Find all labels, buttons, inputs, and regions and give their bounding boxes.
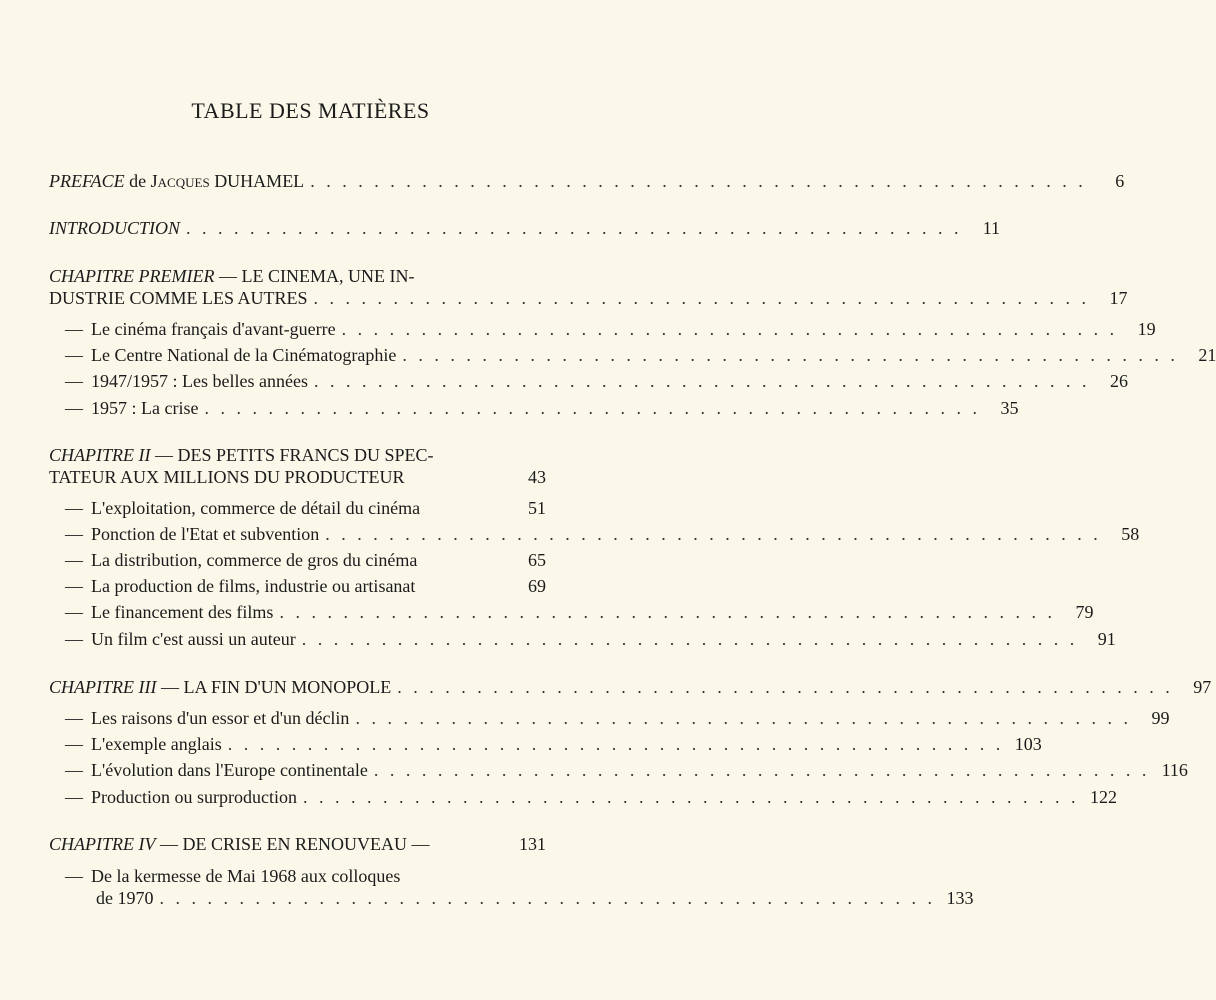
- dot-leader: . . . . . . . . . . . . . . . . . . . . . . . . . . . . . . . . . . . . . . . . . . . . . . . . .: [204, 398, 981, 418]
- page-number: 51: [528, 498, 546, 518]
- page-number: 97: [1193, 677, 1212, 697]
- chapter-label: CHAPITRE III: [49, 677, 157, 697]
- section-title: 1947/1957 : Les belles années: [91, 371, 308, 391]
- preface-label: PREFACE: [49, 171, 125, 191]
- section-title: L'évolution dans l'Europe continentale: [91, 760, 368, 780]
- dot-leader: . . . . . . . . . . . . . . . . . . . . . . . . . . . . . . . . . . . . . . . . . . . . . . . . .: [355, 708, 1132, 728]
- dot-leader: . . . . . . . . . . . . . . . . . . . . . . . . . . . . . . . . . . . . . . . . . . . . . . . . .: [313, 371, 1090, 391]
- dot-leader: . . . . . . . . . . . . . . . . . . . . . . . . . . . . . . . . . . . . . . . . . . . . . . . . .: [341, 319, 1118, 339]
- page-number: 6: [1115, 171, 1125, 191]
- chapter-1-heading-line1[interactable]: [49, 265, 546, 287]
- dash: —: [65, 498, 83, 518]
- toc-section[interactable]: [65, 628, 1116, 650]
- page-number: 17: [1109, 288, 1128, 308]
- toc-section[interactable]: [65, 549, 546, 571]
- dash: —: [65, 760, 83, 780]
- toc-section-line2[interactable]: [96, 887, 974, 909]
- page-number: 103: [1014, 734, 1042, 754]
- page-number: 69: [528, 576, 546, 596]
- chapter-label: CHAPITRE II: [49, 445, 151, 465]
- page-number: 99: [1151, 708, 1170, 728]
- page-number: 19: [1137, 319, 1156, 339]
- toc-section[interactable]: [65, 397, 1019, 419]
- chapter-label: CHAPITRE PREMIER: [49, 266, 215, 286]
- dash: —: [65, 787, 83, 807]
- dot-leader: . . . . . . . . . . . . . . . . . . . . . . . . . . . . . . . . . . . . . . . . . . . . . . . . .: [227, 734, 1004, 754]
- section-title: L'exploitation, commerce de détail du cinéma: [91, 498, 421, 518]
- toc-section[interactable]: [65, 575, 546, 597]
- page-number: 133: [946, 888, 974, 908]
- chapter-title: — LA FIN D'UN MONOPOLE: [160, 677, 392, 697]
- dash: —: [65, 550, 83, 570]
- chapter-title: DUSTRIE COMME LES AUTRES: [49, 288, 308, 308]
- page-number: 58: [1121, 524, 1140, 544]
- dash: —: [65, 319, 83, 339]
- section-title: De la kermesse de Mai 1968 aux colloques: [91, 866, 401, 886]
- chapter-title: — LE CINEMA, UNE IN-: [218, 266, 415, 286]
- section-title: La distribution, commerce de gros du cinéma: [91, 550, 418, 570]
- dash: —: [65, 398, 83, 418]
- preface-author-last: DUHAMEL: [214, 171, 305, 191]
- dot-leader: . . . . . . . . . . . . . . . . . . . . . . . . . . . . . . . . . . . . . . . . . . . . . . . . .: [325, 524, 1102, 544]
- toc-section[interactable]: [65, 601, 1094, 623]
- dot-leader: . . . . . . . . . . . . . . . . . . . . . . . . . . . . . . . . . . . . . . . . . . . . . . . . .: [159, 888, 936, 908]
- page-number: 11: [982, 218, 1001, 238]
- page-number: 79: [1075, 602, 1094, 622]
- dash: —: [65, 866, 83, 886]
- dash: —: [65, 576, 83, 596]
- page-number: 43: [528, 467, 546, 487]
- dash: —: [65, 708, 83, 728]
- toc-section[interactable]: [65, 497, 546, 519]
- page-title: TABLE DES MATIÈRES: [191, 98, 430, 123]
- dash: —: [65, 371, 83, 391]
- toc-section[interactable]: [65, 370, 1128, 392]
- toc-section[interactable]: [65, 344, 1216, 366]
- section-title: Ponction de l'Etat et subvention: [91, 524, 320, 544]
- toc-entry-introduction[interactable]: [49, 217, 1001, 239]
- dash: —: [65, 734, 83, 754]
- section-title: Les raisons d'un essor et d'un déclin: [91, 708, 350, 728]
- section-title: Le Centre National de la Cinématographie: [91, 345, 397, 365]
- toc-section[interactable]: [65, 318, 1156, 340]
- page-number: 21: [1198, 345, 1216, 365]
- chapter-4-heading[interactable]: [49, 833, 546, 855]
- toc-section[interactable]: [65, 759, 1188, 781]
- toc-section-line1[interactable]: [65, 865, 546, 887]
- preface-de: de: [129, 171, 147, 191]
- section-title: Le financement des films: [91, 602, 274, 622]
- dot-leader: . . . . . . . . . . . . . . . . . . . . . . . . . . . . . . . . . . . . . . . . . . . . . . . . .: [186, 218, 963, 238]
- chapter-title: TATEUR AUX MILLIONS DU PRODUCTEUR: [49, 467, 405, 487]
- page-number: 65: [528, 550, 546, 570]
- toc-section[interactable]: [65, 523, 1140, 545]
- chapter-2-heading-line1[interactable]: [49, 444, 546, 466]
- dash: —: [65, 345, 83, 365]
- toc-section[interactable]: [65, 786, 1117, 808]
- page-number: 35: [1000, 398, 1019, 418]
- dot-leader: . . . . . . . . . . . . . . . . . . . . . . . . . . . . . . . . . . . . . . . . . . . . . . . . .: [301, 629, 1078, 649]
- introduction-label: INTRODUCTION: [49, 218, 181, 238]
- page-number: 131: [519, 834, 546, 854]
- toc-section[interactable]: [65, 733, 1042, 755]
- page-number: 26: [1109, 371, 1128, 391]
- page-number: 116: [1161, 760, 1188, 780]
- dot-leader: . . . . . . . . . . . . . . . . . . . . . . . . . . . . . . . . . . . . . . . . . . . . . . . . .: [313, 288, 1090, 308]
- dash: —: [65, 524, 83, 544]
- chapter-2-heading-line2[interactable]: [49, 466, 546, 488]
- dot-leader: . . . . . . . . . . . . . . . . . . . . . . . . . . . . . . . . . . . . . . . . . . . . . . . . .: [402, 345, 1179, 365]
- section-title: 1957 : La crise: [91, 398, 199, 418]
- section-title: de 1970: [96, 888, 154, 908]
- chapter-title: — DES PETITS FRANCS DU SPEC-: [154, 445, 434, 465]
- section-title: L'exemple anglais: [91, 734, 222, 754]
- chapter-3-heading[interactable]: [49, 676, 1212, 698]
- preface-author-initial: J: [150, 171, 158, 191]
- section-title: La production de films, industrie ou artisanat: [91, 576, 416, 596]
- page-number: 91: [1097, 629, 1116, 649]
- chapter-1-heading-line2[interactable]: [49, 287, 1128, 309]
- section-title: Le cinéma français d'avant-guerre: [91, 319, 336, 339]
- dash: —: [65, 602, 83, 622]
- toc-entry-preface[interactable]: [49, 170, 1125, 194]
- dot-leader: . . . . . . . . . . . . . . . . . . . . . . . . . . . . . . . . . . . . . . . . . . . . . . . . .: [373, 760, 1150, 780]
- preface-author-rest: ACQUES: [157, 175, 210, 190]
- dot-leader: . . . . . . . . . . . . . . . . . . . . . . . . . . . . . . . . . . . . . . . . . . . . . . . . .: [397, 677, 1174, 697]
- dot-leader: . . . . . . . . . . . . . . . . . . . . . . . . . . . . . . . . . . . . . . . . . . . . . . . . .: [302, 787, 1079, 807]
- dash: —: [65, 629, 83, 649]
- chapter-title: — DE CRISE EN RENOUVEAU —: [159, 834, 430, 854]
- dot-leader: . . . . . . . . . . . . . . . . . . . . . . . . . . . . . . . . . . . . . . . . . . . . . . . . .: [279, 602, 1056, 622]
- section-title: Production ou surproduction: [91, 787, 297, 807]
- dot-leader: . . . . . . . . . . . . . . . . . . . . . . . . . . . . . . . . . . . . . . . . . . . . . . . . .: [310, 171, 1087, 191]
- toc-section[interactable]: [65, 707, 1170, 729]
- page-number: 122: [1089, 787, 1117, 807]
- section-title: Un film c'est aussi un auteur: [91, 629, 296, 649]
- chapter-label: CHAPITRE IV: [49, 834, 156, 854]
